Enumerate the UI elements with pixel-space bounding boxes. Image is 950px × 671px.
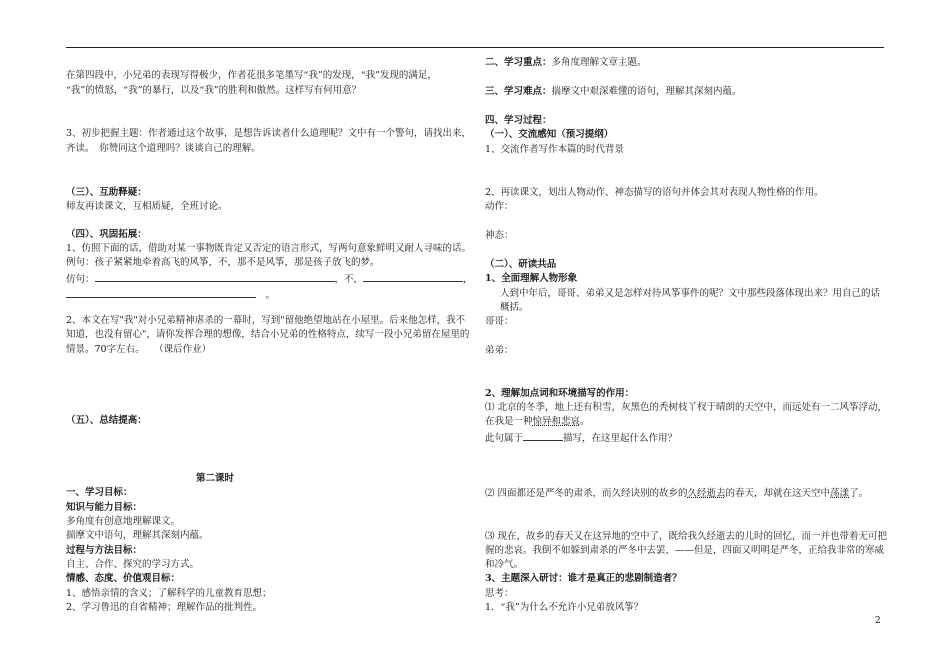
imitate-sep: ， (463, 274, 473, 285)
sentence1-line2 (485, 415, 590, 428)
imitate-blank-1[interactable] (95, 271, 335, 282)
sentence1-post: 。 (580, 416, 590, 427)
sentence2-mid: 的春天，却就在这天空中 (725, 488, 831, 499)
imitate-line1 (66, 271, 473, 286)
sentence1-q-post: 描写，在这里起什么作用？ (563, 433, 678, 444)
sentence2-dotted2: 荡漾 (830, 488, 850, 499)
part3-title: 3、主题深入研讨：谁才是真正的悲剧制造者？ (485, 573, 682, 584)
emotion-title: 情感、态度、价值观目标： (66, 573, 181, 584)
sentence3-line2: 握的悲哀。我倒不如躲到肃杀的严冬中去罢，——但是，四面又明明是严冬，正给我非常的寒威 (485, 545, 885, 556)
imitate-blank-2[interactable] (363, 271, 463, 282)
think-label: 思考： (485, 588, 514, 599)
process-title: 过程与方法目标： (66, 545, 143, 556)
difficulty-label: 三、学习难点： (485, 86, 552, 97)
sentence1-dotted: 惊异和悲哀 (532, 416, 581, 427)
difficulty-text: 揣摩文中艰深难懂的语句，理解其深刻内蕴。 (551, 86, 742, 97)
think-q1: 1．“我”为什么不允许小兄弟放风筝？ (485, 602, 644, 613)
sentence2 (485, 487, 868, 500)
part2-1-line1: 人到中年后，哥哥、弟弟又是怎样对待风筝事件的呢？文中那些段落体现出来？用自己的话 (500, 288, 881, 299)
imitate-line2 (66, 287, 275, 302)
part2-2-title: 2、理解加点词和环境描写的作用： (485, 388, 635, 399)
part1-title: （一）、交流感知（预习提纲） (485, 129, 614, 140)
section3-text: 师友再读课文，互相质疑，全班讨论。 (66, 201, 228, 212)
emotion-2: 2、学习鲁迅的自省精神；理解作品的批判性。 (66, 602, 263, 613)
focus-label: 二、学习重点： (485, 57, 552, 68)
imitate-end: 。 (265, 290, 276, 301)
focus-line (485, 56, 647, 69)
part2-1-title: 1、全面理解人物形象 (485, 273, 578, 284)
q3-line2: 齐读。 你赞同这个道理吗？谈谈自己的理解。 (66, 143, 261, 154)
sentence3-line3: 和冷气。 (485, 559, 524, 570)
part1-q2: 2、再读课文，划出人物动作、神态描写的语句并体会其对表现人物性格的作用。 (485, 187, 824, 198)
sentence3-line1: ⑶ 现在，故乡的春天又在这异地的空中了，既给我久经逝去的儿时的回忆，而一并也带着无可把 (485, 531, 888, 542)
section4-example: 例句：孩子紧紧地牵着高飞的风筝，不，那不是风筝，那是孩子放飞的梦。 (66, 257, 380, 268)
para4-line1: 在第四段中，小兄弟的表现写得极少，作者花很多笔墨写“我”的发现，“我”发现的满足， (66, 70, 437, 81)
part1-q1: 1、交流作者写作本篇的时代背景 (485, 144, 625, 155)
focus-text: 多角度理解文章主题。 (551, 57, 647, 68)
process-section-title: 四、学习过程： (485, 115, 552, 126)
sentence1-line1: ⑴ 北京的冬季，地上还有积雪，灰黑色的秃树枝丫杈于晴朗的天空中，而远处有一二风筝浮动， (485, 402, 888, 413)
sentence1-question (485, 430, 677, 445)
difficulty-line (485, 85, 742, 98)
sentence2-pre: ⑵ 四面都还是严冬的肃杀，而久经诀别的故乡的 (485, 488, 688, 499)
younger-label: 弟弟： (485, 345, 514, 356)
section3-title: （三）、互助释疑： (66, 187, 147, 198)
sentence1-pre: 在我是一种 (485, 416, 533, 427)
section4-q2-line2: 知道，也没有留心"，请你发挥合理的想像，结合小兄弟的性格特点，续写一段小兄弟留在屋里的 (66, 329, 470, 340)
page-number: 2 (875, 616, 881, 626)
brother-label: 哥哥： (485, 316, 514, 327)
imitate-label: 仿句： (66, 274, 95, 285)
part2-1-line2: 概括。 (500, 302, 529, 313)
sentence2-post: 了。 (849, 488, 869, 499)
action-label: 动作： (485, 201, 514, 212)
section4-q1-line1: 1、仿照下面的话，借助对某一事物既肯定又否定的语言形式，写两句意象鲜明又耐人寻味的话。 (66, 243, 472, 254)
header-rule (66, 47, 884, 48)
part2-title: （二）、研读共品 (485, 259, 557, 270)
sentence1-blank[interactable] (523, 430, 563, 441)
section4-q2-line1: 2、本文在写"我"对小兄弟精神虐杀的一幕时，写到"留他绝望地站在小屋里。后来他怎样，我不 (66, 315, 466, 326)
section4-q2-line3: 情景。70字左右。 （课后作业） (66, 344, 212, 355)
emotion-1: 1、感悟亲情的含义；了解科学的儿童教育思想； (66, 588, 272, 599)
section5-title: （五）、总结提高： (66, 415, 147, 426)
process-1: 自主、合作、探究的学习方式。 (66, 559, 200, 570)
goals-title: 一、学习目标： (66, 487, 133, 498)
sentence1-q-pre: 此句属于 (485, 433, 524, 444)
q3-line1: 3、初步把握主题：作者通过这个故事，是想告诉读者什么道理呢？文中有一个警句，请找出来， (66, 128, 472, 139)
imitate-comma: ，不， (334, 274, 364, 285)
expression-label: 神态： (485, 230, 514, 241)
imitate-blank-3[interactable] (66, 287, 256, 298)
knowledge-2: 揣摩文中语句，理解其深刻内蕴。 (66, 530, 209, 541)
para4-line2: “我”的愤怒，“我”的暴行，以及“我”的胜利和傲然。这样写有何用意？ (66, 85, 362, 96)
knowledge-1: 多角度有创意地理解课文。 (66, 516, 181, 527)
section4-title: （四）、巩固拓展： (66, 229, 147, 240)
sentence2-dotted1: 久经逝去 (687, 488, 726, 499)
knowledge-title: 知识与能力目标： (66, 502, 143, 513)
lesson2-title: 第二课时 (195, 473, 234, 484)
